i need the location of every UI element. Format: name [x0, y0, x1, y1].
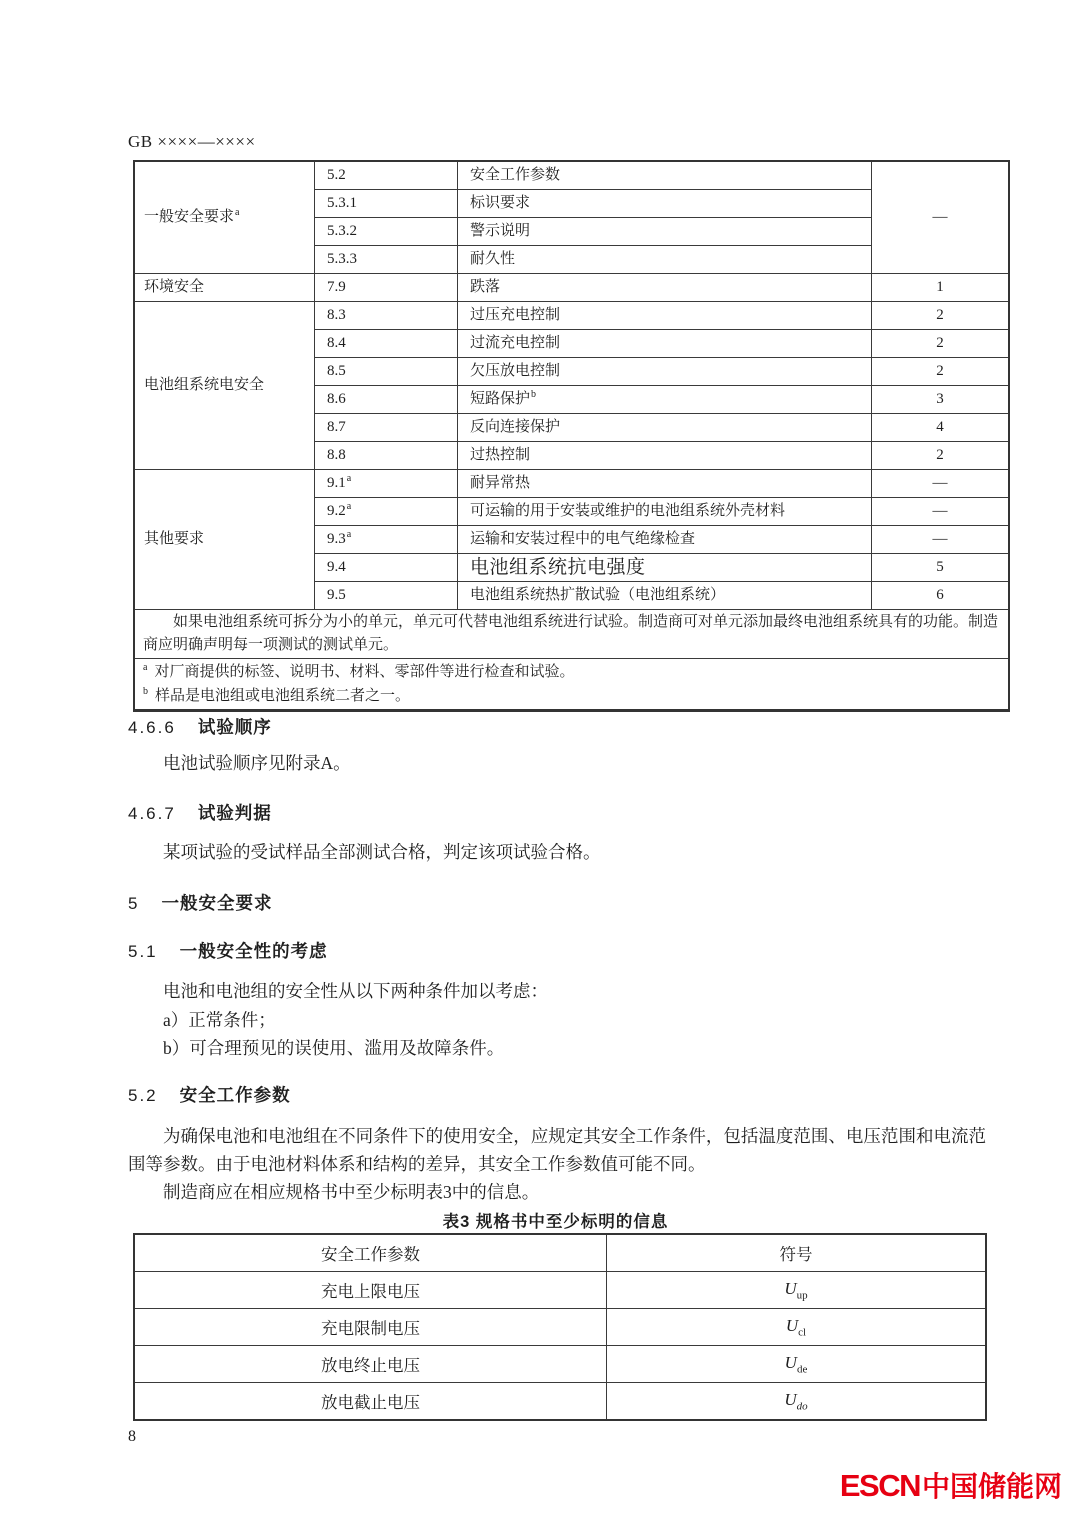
symbol-subscript: cl: [798, 1326, 807, 1339]
symbol-cell: [607, 1272, 987, 1309]
requirements-table: [133, 160, 1010, 712]
item-cell: 过流充电控制: [458, 330, 872, 358]
table3: [133, 1233, 987, 1421]
sample-count-cell: 6: [872, 582, 1010, 610]
table-note-text: 如果电池组系统可拆分为小的单元，单元可代替电池组系统进行试验。制造商可对单元添加最终电池组系统具有的功能。制造商应明确声明每一项测试的测试单元。: [143, 614, 999, 653]
item-cell: 可运输的用于安装或维护的电池组系统外壳材料: [458, 498, 872, 526]
param-cell: 充电限制电压: [134, 1309, 607, 1346]
sample-count-cell: 5: [872, 554, 1010, 582]
sample-count-cell: 2: [872, 330, 1010, 358]
heading-title: 试验顺序: [197, 717, 272, 737]
symbol-base: U: [784, 1389, 797, 1409]
sample-count-cell: 2: [872, 358, 1010, 386]
requirement-row: [134, 274, 1009, 302]
symbol-cell: [607, 1346, 987, 1383]
table3-row: [134, 1346, 986, 1383]
requirement-row: [134, 470, 1009, 498]
item-cell: 电池组系统抗电强度: [458, 554, 872, 582]
symbol-cell: [607, 1309, 987, 1346]
heading-number: 5: [128, 894, 140, 913]
clause-cell: 9.5: [315, 582, 458, 610]
param-cell: 充电上限电压: [134, 1272, 607, 1309]
heading-5: [128, 890, 272, 915]
escn-logo: [840, 1470, 1062, 1508]
footnote-a-text: 对厂商提供的标签、说明书、材料、零部件等进行检查和试验。: [154, 664, 575, 680]
table3-row: [134, 1309, 986, 1346]
paragraph-4-6-6: 电池试验顺序见附录A。: [163, 753, 351, 773]
category-cell: 电池组系统电安全: [134, 302, 315, 470]
table-note-row: [134, 610, 1009, 659]
footnote-b: [143, 684, 1000, 708]
clause-cell: 8.3: [315, 302, 458, 330]
sample-count-cell: 3: [872, 386, 1010, 414]
paragraph-4-6-7: 某项试验的受试样品全部测试合格，判定该项试验合格。: [163, 842, 601, 862]
item-cell: 标识要求: [458, 190, 872, 218]
page-number: 8: [128, 1428, 136, 1445]
requirements-table-notes: [134, 610, 1009, 711]
item-cell: 警示说明: [458, 218, 872, 246]
heading-title: 一般安全性的考虑: [179, 941, 328, 961]
table3-header-symbol: 符号: [607, 1234, 987, 1272]
heading-4-6-6: [128, 714, 272, 739]
table3-header-param: 安全工作参数: [134, 1234, 607, 1272]
item-cell: 耐久性: [458, 246, 872, 274]
table3-header-row: [134, 1234, 986, 1272]
requirement-row: [134, 161, 1009, 190]
heading-number: 5.2: [128, 1086, 158, 1105]
escn-logo-latin: ESCN: [839, 1468, 920, 1503]
item-cell: 反向连接保护: [458, 414, 872, 442]
item-cell: 欠压放电控制: [458, 358, 872, 386]
sample-count-cell: 4: [872, 414, 1010, 442]
sample-count-cell: —: [872, 161, 1010, 274]
clause-cell: 5.3.3: [315, 246, 458, 274]
item-cell: 短路保护$^b$: [458, 386, 872, 414]
sample-count-cell: —: [872, 498, 1010, 526]
heading-5-1: [128, 938, 328, 963]
item-cell: 跌落: [458, 274, 872, 302]
clause-cell: 5.3.1: [315, 190, 458, 218]
paragraph-5-2-note: 制造商应在相应规格书中至少标明表3中的信息。: [163, 1182, 540, 1202]
standard-number: GB ××××—××××: [128, 132, 256, 151]
category-cell: 环境安全: [134, 274, 315, 302]
heading-title: 试验判据: [197, 803, 272, 823]
clause-cell: 8.8: [315, 442, 458, 470]
requirement-row: [134, 302, 1009, 330]
table3-caption: 表3 规格书中至少标明的信息: [442, 1213, 669, 1231]
item-cell: 运输和安装过程中的电气绝缘检查: [458, 526, 872, 554]
clause-cell: 9.4: [315, 554, 458, 582]
symbol-base: U: [784, 1278, 797, 1298]
paragraph-5-2: 为确保电池和电池组在不同条件下的使用安全，应规定其安全工作条件，包括温度范围、电压范围和电流范围等参数。由于电池材料体系和结构的差异，其安全工作参数值可能不同。: [128, 1126, 986, 1174]
item-cell: 过压充电控制: [458, 302, 872, 330]
footnote-b-mark: b: [143, 686, 148, 697]
heading-5-2: [128, 1082, 291, 1107]
superscript-footnote-mark: a: [346, 473, 352, 485]
category-cell: 一般安全要求$^a$: [134, 161, 315, 274]
sample-count-cell: 2: [872, 302, 1010, 330]
clause-cell: 9.3$^a$: [315, 526, 458, 554]
symbol-subscript: up: [796, 1289, 808, 1302]
superscript-footnote-mark: a: [346, 529, 352, 541]
footnote-a: [143, 660, 1000, 684]
table3-row: [134, 1383, 986, 1421]
table-footnote-row: [134, 659, 1009, 711]
clause-cell: 8.4: [315, 330, 458, 358]
param-cell: 放电终止电压: [134, 1346, 607, 1383]
sample-count-cell: 2: [872, 442, 1010, 470]
escn-logo-cjk: 中国储能网: [921, 1471, 1062, 1502]
item-cell: 电池组系统热扩散试验（电池组系统）: [458, 582, 872, 610]
clause-cell: 5.3.2: [315, 218, 458, 246]
heading-4-6-7: [128, 800, 272, 825]
clause-cell: 9.1$^a$: [315, 470, 458, 498]
heading-title: 一般安全要求: [161, 893, 273, 913]
clause-cell: 8.5: [315, 358, 458, 386]
item-cell: 安全工作参数: [458, 161, 872, 190]
list-item-b: b）可合理预见的误使用、滥用及故障条件。: [163, 1038, 505, 1058]
heading-number: 5.1: [128, 942, 158, 961]
list-item-a: a）正常条件；: [163, 1010, 276, 1030]
table-footnote-cell: [134, 659, 1009, 711]
symbol-cell: [607, 1383, 987, 1421]
sample-count-cell: —: [872, 526, 1010, 554]
heading-title: 安全工作参数: [179, 1085, 291, 1105]
superscript-footnote-mark: a: [235, 207, 240, 219]
clause-cell: 9.2$^a$: [315, 498, 458, 526]
superscript-footnote-mark: b: [531, 389, 537, 401]
item-cell: 耐异常热: [458, 470, 872, 498]
symbol-base: U: [785, 1315, 799, 1335]
category-cell: 其他要求: [134, 470, 315, 610]
superscript-footnote-mark: a: [346, 501, 352, 513]
clause-cell: 5.2: [315, 161, 458, 190]
clause-cell: 7.9: [315, 274, 458, 302]
table-note-cell: [134, 610, 1009, 659]
symbol-subscript: de: [796, 1363, 808, 1376]
footnote-b-text: 样品是电池组或电池组系统二者之一。: [155, 688, 411, 704]
paragraph-5-1: 电池和电池组的安全性从以下两种条件加以考虑：: [163, 981, 548, 1001]
param-cell: 放电截止电压: [134, 1383, 607, 1421]
requirements-table-body: [134, 161, 1009, 610]
item-cell: 过热控制: [458, 442, 872, 470]
clause-cell: 8.7: [315, 414, 458, 442]
symbol-subscript: do: [796, 1400, 808, 1413]
footnote-a-mark: a: [143, 662, 148, 673]
heading-number: 4.6.6: [128, 718, 176, 737]
table3-row: [134, 1272, 986, 1309]
clause-cell: 8.6: [315, 386, 458, 414]
sample-count-cell: —: [872, 470, 1010, 498]
heading-number: 4.6.7: [128, 804, 176, 823]
sample-count-cell: 1: [872, 274, 1010, 302]
symbol-base: U: [784, 1352, 797, 1372]
